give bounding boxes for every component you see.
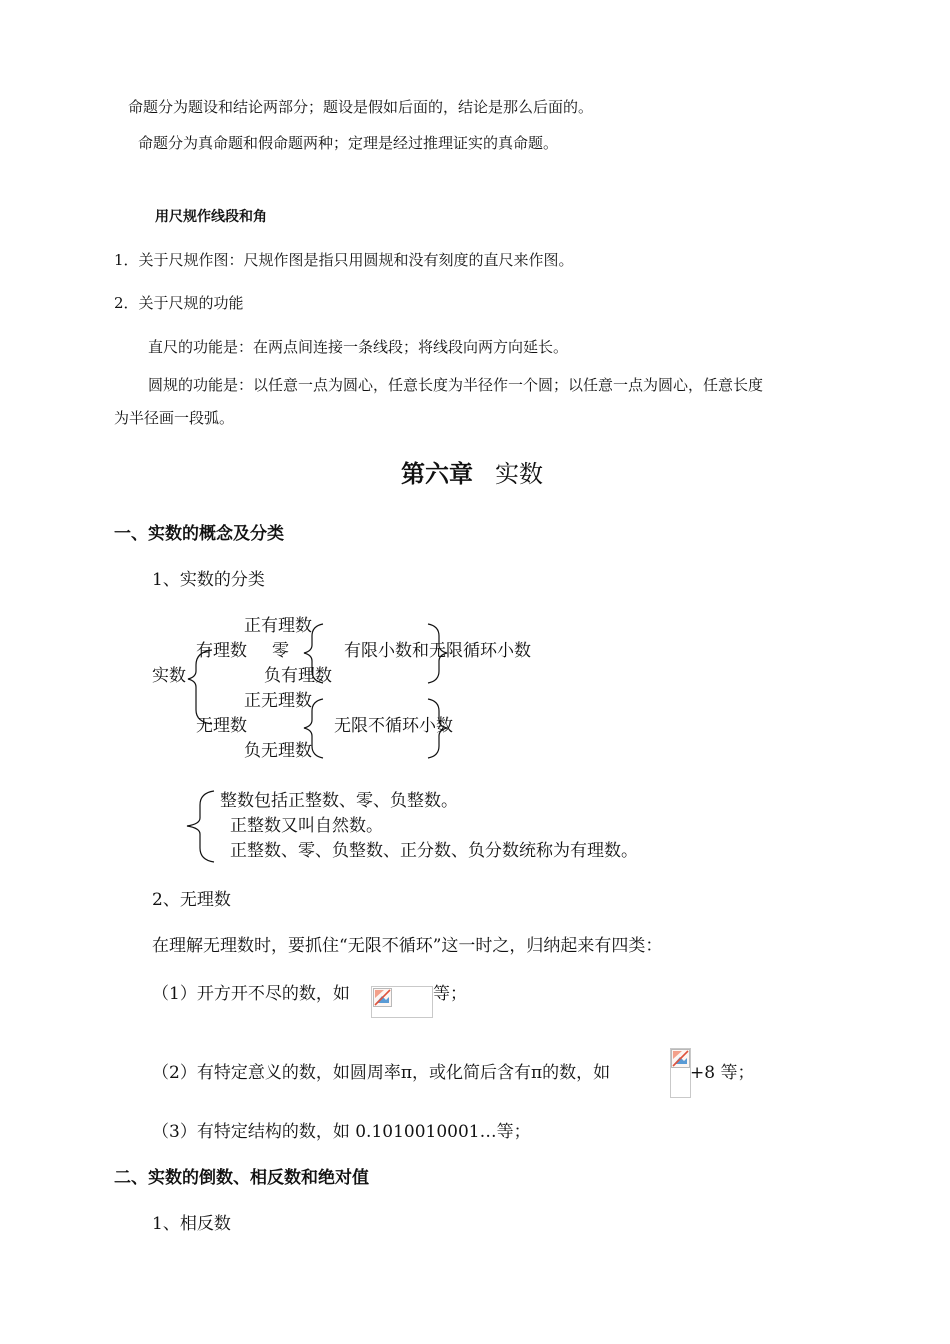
section-1-sub-2: 2、无理数 [152, 890, 231, 910]
irrational-intro-text: 在理解无理数时，要抓住“无限不循环”这一时之，归纳起来有四类： [152, 936, 663, 956]
section-1-sub-1: 1、实数的分类 [152, 570, 265, 590]
tree-zero: 零 [272, 641, 289, 661]
irrational-case-1-suffix: 等； [433, 984, 467, 1004]
broken-formula-image-1 [371, 986, 433, 1018]
tree-rational: 有理数 [196, 641, 247, 661]
proposition-parts-text: 命题分为题设和结论两部分；题设是假如后面的，结论是那么后面的。 [128, 98, 594, 116]
section-2-sub-1: 1、相反数 [152, 1214, 231, 1234]
irrational-case-2-suffix: +8 等； [690, 1063, 755, 1083]
tree-positive-rational: 正有理数 [244, 616, 312, 636]
rational-left-brace [304, 624, 323, 683]
tree-rational-description: 有限小数和无限循环小数 [344, 641, 531, 661]
compass-function-text: 圆规的功能是：以任意一点为圆心，任意长度为半径作一个圆；以任意一点为圆心，任意长度 [148, 376, 764, 394]
broken-image-icon [671, 1049, 690, 1068]
chapter-name: 实数 [495, 460, 543, 488]
ruler-item-2: 2．关于尺规的功能 [114, 294, 244, 312]
irrational-case-1: （1）开方开不尽的数，如 [152, 984, 350, 1004]
root-left-brace [188, 650, 212, 724]
note-integers: 整数包括正整数、零、负整数。 [220, 791, 458, 811]
notes-left-brace [187, 791, 214, 862]
tree-irrational: 无理数 [196, 716, 247, 736]
section-2-heading: 二、实数的倒数、相反数和绝对值 [114, 1168, 369, 1188]
broken-image-icon [373, 988, 392, 1007]
ruler-heading: 用尺规作线段和角 [155, 209, 267, 225]
tree-negative-irrational: 负无理数 [244, 741, 312, 761]
rational-right-brace [428, 624, 447, 683]
section-1-heading: 一、实数的概念及分类 [114, 524, 284, 544]
ruler-item-1: 1．关于尺规作图：尺规作图是指只用圆规和没有刻度的直尺来作图。 [114, 251, 574, 269]
tree-root-real-number: 实数 [152, 666, 186, 686]
chapter-number: 第六章 [401, 459, 473, 488]
proposition-types-text: 命题分为真命题和假命题两种；定理是经过推理证实的真命题。 [138, 134, 559, 152]
broken-formula-image-2 [670, 1048, 691, 1098]
straightedge-function-text: 直尺的功能是：在两点间连接一条线段；将线段向两方向延长。 [148, 338, 569, 356]
irrational-left-brace [304, 699, 323, 758]
tree-irrational-description: 无限不循环小数 [334, 716, 453, 736]
tree-positive-irrational: 正无理数 [244, 691, 312, 711]
irrational-case-2: （2）有特定意义的数，如圆周率π，或化简后含有π的数，如 [152, 1063, 611, 1083]
note-natural-numbers: 正整数又叫自然数。 [230, 816, 383, 836]
tree-negative-rational: 负有理数 [264, 666, 332, 686]
irrational-right-brace [428, 699, 447, 758]
compass-function-text-cont: 为半径画一段弧。 [114, 409, 235, 427]
irrational-case-3: （3）有特定结构的数，如 0.1010010001…等； [152, 1122, 531, 1142]
note-rational-numbers: 正整数、零、负整数、正分数、负分数统称为有理数。 [230, 841, 638, 861]
